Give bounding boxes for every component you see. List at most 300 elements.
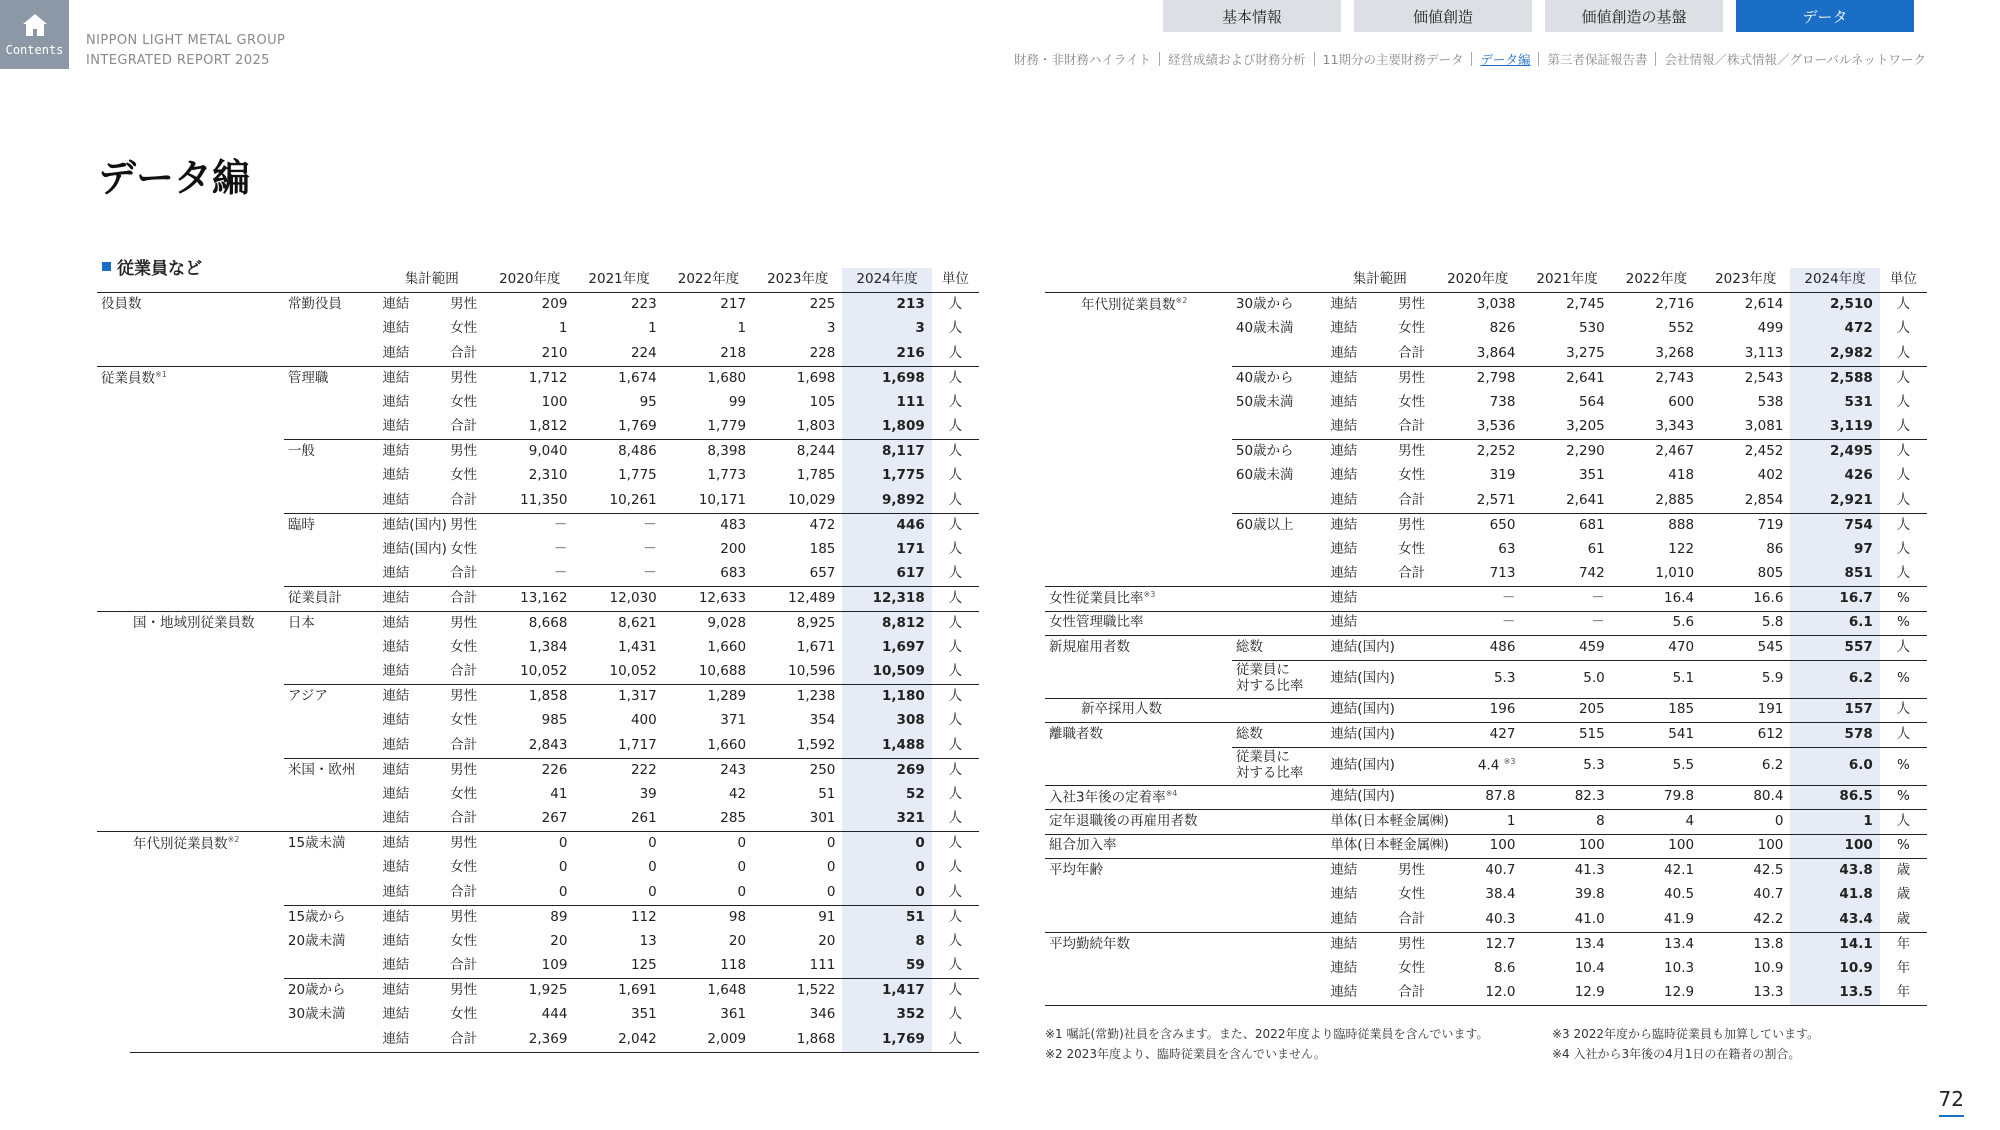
row-subcategory: [1232, 415, 1326, 440]
value-fy2021: [1522, 698, 1611, 723]
row-subcategory: [284, 881, 378, 906]
value-text: 10,029: [788, 491, 836, 508]
footnotes-left: [1045, 1024, 1489, 1064]
row-category-label: 平均勤続年数: [1049, 935, 1130, 952]
value-fy2021: [574, 513, 663, 538]
value-text: 1,180: [882, 688, 925, 705]
value-text: 0: [915, 859, 925, 876]
value-text: 8,398: [707, 443, 747, 460]
row-scope: 連結: [382, 491, 410, 508]
value-text: 754: [1844, 516, 1873, 533]
row-category: [1045, 698, 1232, 723]
table-row: [1045, 440, 1927, 465]
value-fy2022: [1612, 464, 1701, 489]
row-rule-cell: [842, 1052, 931, 1053]
value-text: 2,543: [1744, 369, 1784, 386]
row-scope: 連結: [1326, 611, 1433, 636]
tab-data[interactable]: データ: [1736, 0, 1914, 32]
value-fy2020: [1433, 957, 1522, 982]
subnav-financial-analysis[interactable]: 経営成績および財務分析: [1168, 52, 1306, 67]
row-scope: 連結: [382, 467, 410, 484]
table-row: [1045, 636, 1927, 661]
row-subcategory-label: 日本: [287, 614, 315, 631]
value-text: 0: [648, 883, 657, 900]
row-unit: 人: [948, 344, 963, 361]
value-text: 63: [1498, 540, 1516, 557]
value-fy2020: [485, 587, 574, 612]
row-unit: 人: [948, 393, 963, 410]
value-text: 472: [809, 516, 836, 533]
value-fy2022: [1612, 366, 1701, 391]
value-fy2020: [1433, 440, 1522, 465]
value-text: 486: [1489, 638, 1516, 655]
value-text: 5.5: [1672, 757, 1695, 774]
row-category: [1045, 932, 1232, 957]
value-text: 43.8: [1839, 862, 1873, 879]
value-text: 218: [720, 344, 747, 361]
value-fy2024: [1790, 611, 1879, 636]
value-text: 111: [809, 957, 836, 974]
value-text: 1,773: [707, 467, 747, 484]
row-category: [1045, 908, 1232, 933]
row-subcategory: [284, 538, 378, 563]
row-scope: 連結: [382, 638, 410, 655]
value-text: 40.3: [1485, 910, 1516, 927]
row-subcategory: [1232, 883, 1326, 908]
row-subcategory: [1232, 366, 1326, 391]
value-text: 285: [720, 810, 747, 827]
tab-value-foundation[interactable]: 価値創造の基盤: [1545, 0, 1723, 32]
value-text: 10.9: [1839, 959, 1873, 976]
row-subcategory-label: 60歳未満: [1235, 467, 1294, 484]
value-text: 157: [1844, 701, 1873, 718]
table-row: [97, 391, 979, 416]
value-fy2020: [1433, 636, 1522, 661]
value-text: 224: [630, 344, 657, 361]
value-text: 13,162: [520, 589, 568, 606]
value-fy2023: [1701, 636, 1790, 661]
value-fy2023: [753, 513, 842, 538]
value-fy2020: [1433, 538, 1522, 563]
value-fy2021: [574, 758, 663, 783]
row-subcategory: [1232, 513, 1326, 538]
row-subcategory-label: 管理職: [287, 369, 329, 386]
row-category: [1045, 981, 1232, 1006]
row-category: [97, 342, 284, 367]
value-fy2020: [485, 391, 574, 416]
row-scope: 連結: [1330, 565, 1358, 582]
table-row: [1045, 957, 1927, 982]
row-gender: 合計: [450, 957, 478, 974]
value-text: 3,205: [1566, 418, 1605, 435]
value-fy2021: [1522, 440, 1611, 465]
row-category: [1045, 883, 1232, 908]
value-fy2022: [1612, 489, 1701, 514]
table-row: [1045, 587, 1927, 612]
table-row: [1045, 611, 1927, 636]
row-category: [1045, 366, 1232, 391]
value-fy2024: [1790, 810, 1879, 835]
value-fy2020: [485, 1003, 574, 1028]
row-category: [97, 293, 284, 318]
value-fy2023: [1701, 342, 1790, 367]
value-text: 6.2: [1848, 670, 1873, 687]
value-text: 2,310: [528, 467, 568, 484]
value-text: 223: [630, 296, 657, 313]
value-fy2024: [842, 783, 931, 808]
value-text: 13.5: [1839, 984, 1873, 1001]
value-text: 10.9: [1753, 959, 1784, 976]
row-subcategory: [1232, 785, 1326, 810]
value-fy2023: [753, 709, 842, 734]
row-unit: 人: [1896, 467, 1911, 484]
value-fy2021: [574, 464, 663, 489]
row-rule-cell: [1701, 1006, 1790, 1007]
value-text: 39.8: [1574, 886, 1605, 903]
row-category: [97, 489, 284, 514]
tab-basic-info[interactable]: 基本情報: [1163, 0, 1341, 32]
value-fy2023: [1701, 317, 1790, 342]
row-subcategory: [1232, 342, 1326, 367]
value-text: 738: [1489, 393, 1516, 410]
value-text: 612: [1757, 725, 1784, 742]
value-text: 99: [728, 393, 747, 410]
value-text: 9,040: [528, 443, 568, 460]
footnote-2: ※2 2023年度より、臨時従業員を含んでいません。: [1045, 1047, 1326, 1061]
row-rule-cell: [1326, 1006, 1394, 1007]
row-category: [97, 587, 284, 612]
value-text: 2,885: [1655, 491, 1695, 508]
row-rule-cell: [664, 1052, 753, 1053]
value-text: 105: [809, 393, 836, 410]
value-text: 1,680: [707, 369, 747, 386]
value-fy2022: [1612, 957, 1701, 982]
value-fy2020: [485, 293, 574, 318]
row-rule-cell: [284, 1052, 378, 1053]
value-text: 13.8: [1753, 935, 1784, 952]
value-text: 1,648: [707, 982, 747, 999]
table-row: [97, 513, 979, 538]
value-fy2024: [1790, 317, 1879, 342]
value-fy2023: [1701, 391, 1790, 416]
value-fy2023: [1701, 859, 1790, 884]
value-fy2020: [485, 538, 574, 563]
value-text: 402: [1757, 467, 1784, 484]
row-category: [1045, 859, 1232, 884]
value-text: 1,698: [796, 369, 836, 386]
value-text: 217: [720, 296, 747, 313]
value-text: 557: [1844, 638, 1873, 655]
table-row: [1045, 723, 1927, 748]
row-unit: 人: [948, 491, 963, 508]
value-text: 12,489: [788, 589, 836, 606]
value-text: 0: [558, 835, 568, 852]
row-gender: 女性: [1398, 393, 1426, 410]
table-row: [97, 905, 979, 930]
value-fy2021: [1522, 932, 1611, 957]
row-subcategory: [284, 317, 378, 342]
value-fy2020: [485, 758, 574, 783]
value-text: 250: [809, 761, 836, 778]
value-text: －: [1501, 589, 1516, 606]
header-fy2024: 2024年度: [1790, 268, 1879, 293]
value-fy2022: [1612, 293, 1701, 318]
value-text: 100: [1578, 837, 1605, 854]
value-text: 10,261: [609, 491, 657, 508]
value-fy2021: [574, 415, 663, 440]
value-fy2023: [1701, 785, 1790, 810]
row-subcategory: [284, 1003, 378, 1028]
value-text: 564: [1578, 393, 1605, 410]
value-fy2024: [1790, 834, 1879, 859]
page-number: 72: [1938, 1087, 1964, 1111]
contents-label: Contents: [5, 42, 64, 57]
value-text: 20: [550, 932, 568, 949]
value-text: －: [553, 540, 568, 557]
table-row: [1045, 932, 1927, 957]
row-category-label: 役員数: [101, 296, 142, 313]
row-subcategory-label: 60歳以上: [1235, 516, 1294, 533]
row-gender: 合計: [1398, 565, 1426, 582]
row-gender: 合計: [450, 736, 478, 753]
value-fy2022: [664, 807, 753, 832]
value-text: 426: [1844, 467, 1873, 484]
value-text: 4: [1685, 812, 1695, 829]
subnav-company-info[interactable]: 会社情報／株式情報／グローバルネットワーク: [1664, 52, 1926, 67]
value-fy2023: [1701, 981, 1790, 1006]
row-subcategory: [284, 685, 378, 710]
value-fy2024: [1790, 723, 1879, 748]
value-fy2020: [485, 440, 574, 465]
row-gender: 男性: [446, 293, 485, 318]
row-scope: 連結: [382, 932, 410, 949]
value-text: 213: [896, 296, 925, 313]
value-text: －: [1591, 614, 1605, 631]
value-text: 125: [630, 957, 657, 974]
value-fy2020: [485, 660, 574, 685]
value-text: 352: [896, 1006, 925, 1023]
row-unit: 人: [948, 663, 963, 680]
contents-button[interactable]: [0, 0, 69, 69]
subnav-data-section[interactable]: データ編: [1480, 52, 1531, 67]
subnav-assurance-report[interactable]: 第三者保証報告書: [1547, 52, 1648, 67]
value-text: －: [553, 565, 568, 582]
row-unit: %: [1880, 660, 1927, 698]
value-text: 531: [1844, 393, 1873, 410]
row-rule-cell: [1394, 1006, 1433, 1007]
row-category: [97, 709, 284, 734]
table-row: [97, 415, 979, 440]
value-fy2022: [664, 366, 753, 391]
row-unit: 人: [948, 540, 963, 557]
table-row: [1045, 1006, 1927, 1007]
value-text: 545: [1757, 638, 1784, 655]
value-fy2024: [842, 636, 931, 661]
value-fy2021: [574, 636, 663, 661]
row-subcategory: [1232, 981, 1326, 1006]
value-text: 171: [896, 540, 925, 557]
row-unit: %: [1880, 747, 1927, 785]
value-text: 109: [541, 957, 568, 974]
section-title: 従業員など: [117, 259, 202, 279]
row-scope: 連結: [378, 611, 446, 636]
row-subcategory: [1232, 293, 1326, 318]
row-rule-cell: [753, 1052, 842, 1053]
row-scope: 単体(日本軽金属㈱): [1326, 834, 1433, 859]
value-text: 1: [648, 320, 657, 337]
value-text: 1,712: [528, 369, 568, 386]
value-text: 2,982: [1830, 344, 1873, 361]
value-text: 1,238: [796, 688, 836, 705]
value-text: 5.0: [1583, 670, 1605, 687]
value-text: 10,052: [609, 663, 657, 680]
value-fy2024: [842, 758, 931, 783]
value-fy2020: [485, 685, 574, 710]
value-fy2023: [753, 489, 842, 514]
value-fy2024: [842, 930, 931, 955]
value-fy2023: [753, 685, 842, 710]
value-text: 52: [905, 785, 925, 802]
value-text: 261: [630, 810, 657, 827]
value-text: 1,925: [528, 982, 568, 999]
value-fy2023: [753, 881, 842, 906]
value-text: 209: [541, 296, 568, 313]
row-scope: 連結(国内): [1326, 747, 1433, 785]
value-text: 8,925: [796, 614, 836, 631]
row-unit: 人: [932, 758, 979, 783]
value-text: 0: [737, 835, 747, 852]
value-text: 354: [809, 712, 836, 729]
value-fy2024: [842, 954, 931, 979]
row-gender: 男性: [446, 758, 485, 783]
tab-value-creation[interactable]: 価値創造: [1354, 0, 1532, 32]
row-unit: 人: [932, 513, 979, 538]
subnav-11-year-data[interactable]: 11期分の主要財務データ: [1322, 52, 1464, 67]
value-text: 719: [1757, 516, 1784, 533]
value-fy2024: [842, 513, 931, 538]
row-gender: 男性: [446, 979, 485, 1004]
value-fy2024: [842, 979, 931, 1004]
table-row: [1045, 698, 1927, 723]
header-fy2021: 2021年度: [588, 271, 650, 288]
value-fy2024: [842, 366, 931, 391]
row-rule-cell: [446, 1052, 485, 1053]
footnotes-right: [1552, 1024, 1819, 1064]
value-fy2021: [574, 293, 663, 318]
value-fy2023: [753, 758, 842, 783]
row-subcategory-label: 15歳未満: [287, 835, 346, 852]
row-category-note: ※2: [227, 835, 240, 845]
row-rule-cell: [1612, 1006, 1701, 1007]
value-fy2020: [1433, 981, 1522, 1006]
row-scope: 連結(国内): [382, 540, 447, 557]
row-rule-cell: [1433, 1006, 1522, 1007]
value-fy2024: [842, 881, 931, 906]
row-subcategory-label: アジア: [287, 688, 328, 705]
value-text: 12,318: [872, 589, 925, 606]
value-fy2024: [842, 660, 931, 685]
subnav-highlights[interactable]: 財務・非財務ハイライト: [1013, 52, 1152, 67]
value-fy2021: [1522, 636, 1611, 661]
value-fy2020: [1433, 785, 1522, 810]
row-category: [1045, 391, 1232, 416]
value-text: －: [643, 540, 657, 557]
value-text: 319: [1489, 467, 1516, 484]
value-fy2024: [1790, 747, 1879, 785]
value-fy2021: [574, 440, 663, 465]
value-fy2023: [753, 832, 842, 857]
value-text: 650: [1489, 516, 1516, 533]
value-text: 8.6: [1493, 959, 1516, 976]
table-row: [1045, 513, 1927, 538]
row-gender: 合計: [450, 344, 478, 361]
value-text: 0: [826, 883, 836, 900]
row-unit: 人: [1896, 344, 1911, 361]
row-subcategory: [1232, 391, 1326, 416]
row-subcategory: [284, 734, 378, 759]
row-unit: 人: [932, 611, 979, 636]
table-row: [97, 660, 979, 685]
value-fy2020: [1433, 747, 1522, 785]
value-text: 9,028: [707, 614, 747, 631]
value-fy2022: [664, 464, 753, 489]
row-scope: 連結: [382, 1030, 410, 1047]
table-header-row: [97, 268, 979, 293]
subnav-divider: [1159, 52, 1160, 66]
value-fy2021: [1522, 957, 1611, 982]
row-gender: 合計: [1398, 418, 1426, 435]
value-fy2021: [1522, 317, 1611, 342]
value-text: 600: [1668, 393, 1695, 410]
row-gender: 女性: [450, 393, 478, 410]
value-fy2024: [1790, 415, 1879, 440]
row-scope: 連結: [1330, 540, 1358, 557]
row-category: [97, 734, 284, 759]
value-fy2022: [664, 489, 753, 514]
value-text: 269: [896, 761, 925, 778]
header-unit: 単位: [941, 271, 969, 288]
row-gender: 男性: [1394, 513, 1433, 538]
value-fy2024: [1790, 513, 1879, 538]
value-fy2022: [664, 587, 753, 612]
value-text: －: [1501, 614, 1516, 631]
row-category: [1045, 747, 1232, 785]
value-fy2020: [1433, 391, 1522, 416]
value-text: 16.7: [1839, 589, 1873, 606]
value-fy2021: [1522, 366, 1611, 391]
value-fy2024: [842, 709, 931, 734]
row-category: [1045, 587, 1232, 612]
row-category: [97, 513, 284, 538]
value-text: 205: [1578, 701, 1605, 718]
value-text: 472: [1844, 320, 1873, 337]
row-category: [97, 636, 284, 661]
row-unit: 人: [932, 685, 979, 710]
value-text: 1,691: [618, 982, 657, 999]
row-unit: 人: [948, 785, 963, 802]
row-rule-cell: [1790, 1006, 1879, 1007]
value-fy2022: [664, 881, 753, 906]
value-text: 100: [1668, 837, 1695, 854]
row-category: [1045, 317, 1232, 342]
row-subcategory-label: 総数: [1235, 638, 1263, 655]
row-unit: 人: [948, 565, 963, 582]
value-fy2022: [664, 562, 753, 587]
value-text: 1,431: [618, 638, 657, 655]
value-fy2021: [574, 660, 663, 685]
value-fy2024: [1790, 932, 1879, 957]
value-fy2020: [485, 979, 574, 1004]
